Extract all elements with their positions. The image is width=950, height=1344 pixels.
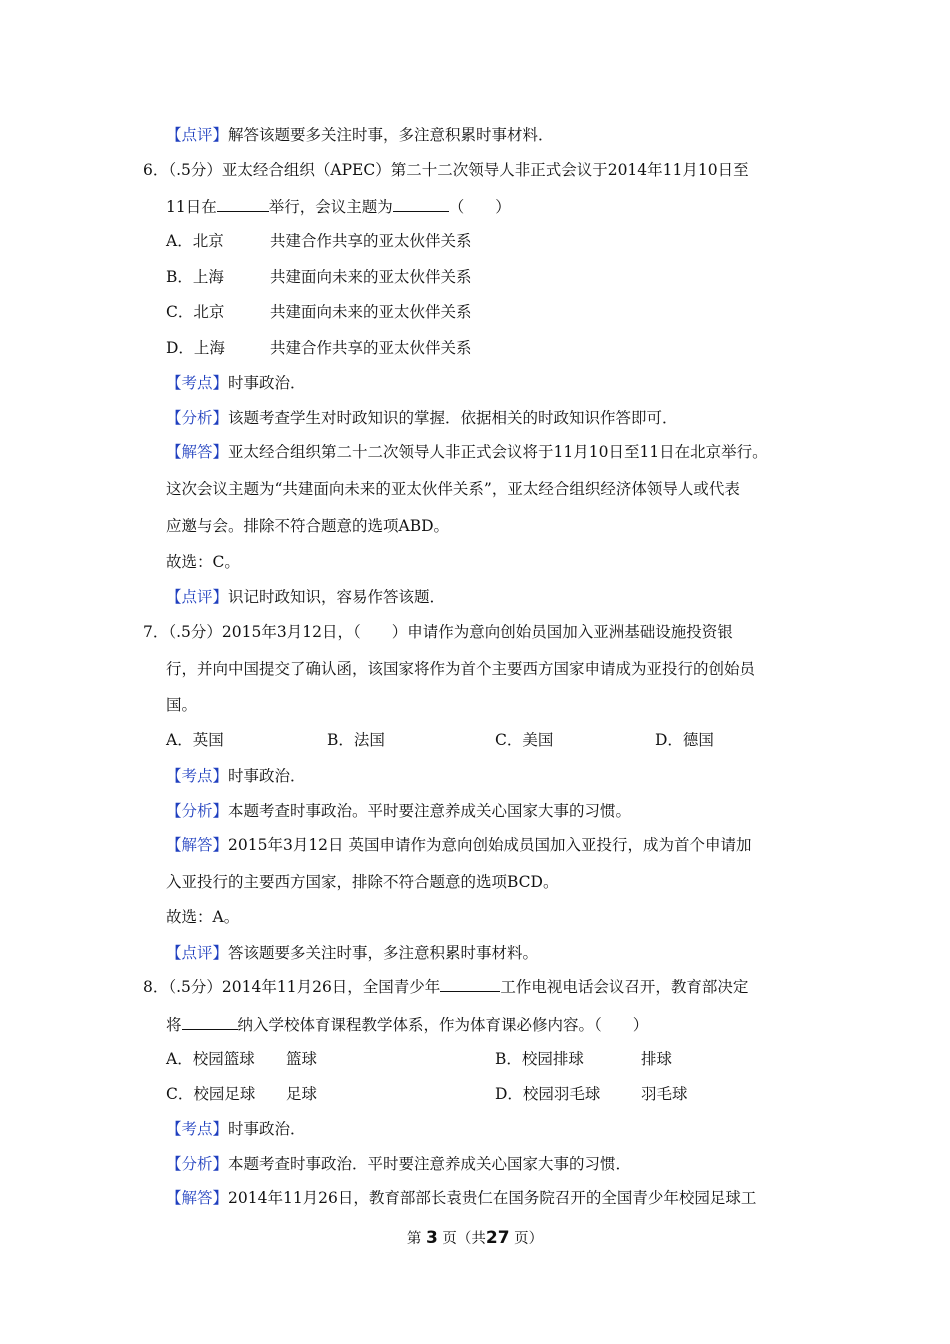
question-stem: 11日在 [166,198,217,216]
q8-stem-line2 [166,1015,648,1035]
q7-option-b: B．法国 [327,731,385,749]
footer-post: 页） [514,1231,544,1247]
q8-option-c [166,1084,317,1104]
comment-text: 解答该题要多关注时事，多注意积累时事材料． [228,126,554,144]
option-label: A．北京 [166,232,224,250]
analysis-tag: 【分析】 [166,1155,229,1173]
question-stem: 将 [166,1016,182,1034]
question-number: 6． [143,161,169,179]
page-number: 3 [425,1228,438,1248]
question-stem: 工作电视电话会议召开，教育部决定 [500,978,749,996]
q8-option-a [166,1049,317,1069]
q6-answer-line3: 应邀与会。排除不符合题意的选项ABD。 [166,517,450,535]
q6-option-d [166,338,472,358]
answer-tag: 【解答】 [166,836,229,854]
question-number: 8． [143,978,169,996]
analysis-tag: 【分析】 [166,802,229,820]
q8-option-b [495,1049,672,1069]
q7-comment [166,943,538,963]
q6-choice: 故选：C。 [166,553,240,571]
analysis-tag: 【分析】 [166,409,229,427]
comment-text: 识记时政知识，容易作答该题． [228,588,446,606]
question-stem: 纳入学校体育课程教学体系，作为体育课必修内容。（ ） [237,1016,649,1034]
answer-blank [217,197,269,212]
q6-option-c [166,302,472,322]
answer-blank [393,197,449,212]
option-label: A．校园篮球 [166,1050,255,1068]
question-stem: （ ） [448,198,511,216]
answer-blank [182,1015,238,1030]
point-text: 时事政治． [228,374,306,392]
option-label: B．上海 [166,268,224,286]
q6-comment [166,587,445,607]
option-label: C．校园足球 [166,1085,256,1103]
q8-stem-line1 [143,977,748,997]
comment-tag: 【点评】 [166,588,229,606]
point-tag: 【考点】 [166,1120,229,1138]
point-tag: 【考点】 [166,767,229,785]
q6-option-b [166,267,472,287]
page-footer [0,1227,950,1248]
q7-option-d: D．德国 [655,731,714,749]
comment-tag: 【点评】 [166,126,229,144]
q6-stem-line1 [143,160,749,180]
footer-mid: 页（共 [442,1231,486,1247]
question-stem: （.5分）2014年11月26日，全国青少年 [168,978,441,996]
option-label: C．北京 [166,303,225,321]
point-tag: 【考点】 [166,374,229,392]
answer-text: 亚太经合组织第二十二次领导人非正式会议将于11月10日至11日在北京举行。 [228,443,768,461]
question-number: 7． [143,623,169,641]
q7-answer-line1 [166,835,751,855]
question-stem: （.5分）亚太经合组织（APEC）第二十二次领导人非正式会议于2014年11月10日至 [168,161,749,179]
q8-option-d [495,1084,688,1104]
q7-stem-line2: 行，并向中国提交了确认函，该国家将作为首个主要西方国家申请成为亚投行的创始员 [166,660,756,678]
analysis-text: 该题考查学生对时政知识的掌握．依据相关的时政知识作答即可． [228,409,678,427]
q7-point [166,766,306,786]
q6-point [166,373,306,393]
q8-point [166,1119,306,1139]
comment-tag: 【点评】 [166,944,229,962]
option-text: 共建合作共享的亚太伙伴关系 [270,339,472,357]
point-text: 时事政治． [228,1120,306,1138]
question-stem: 举行，会议主题为 [268,198,393,216]
q7-analysis [166,801,631,821]
analysis-text: 本题考查时事政治。平时要注意养成关心国家大事的习惯。 [228,802,632,820]
option-text: 羽毛球 [641,1085,688,1103]
q7-choice: 故选：A。 [166,908,240,926]
analysis-text: 本题考查时事政治．平时要注意养成关心国家大事的习惯． [228,1155,632,1173]
q8-analysis [166,1154,631,1174]
question-stem: （.5分）2015年3月12日，（ ）申请作为意向创始员国加入亚洲基础设施投资银 [168,623,733,641]
option-text: 排球 [641,1050,673,1068]
q7-answer-line2: 入亚投行的主要西方国家，排除不符合题意的选项BCD。 [166,873,559,891]
q7-option-c: C．美国 [495,731,554,749]
option-text: 足球 [286,1085,318,1103]
q6-analysis [166,408,678,428]
answer-text: 2015年3月12日 英国申请作为意向创始成员国加入亚投行，成为首个申请加 [228,836,752,854]
option-label: D．上海 [166,339,225,357]
point-text: 时事政治． [228,767,306,785]
total-pages: 27 [485,1228,510,1248]
answer-text: 2014年11月26日，教育部部长袁贵仁在国务院召开的全国青少年校园足球工 [228,1189,757,1207]
q8-answer-line1 [166,1188,756,1208]
comment-text: 答该题要多关注时事，多注意积累时事材料。 [228,944,539,962]
q5-comment [166,125,554,145]
q6-answer-line2: 这次会议主题为“共建面向未来的亚太伙伴关系”，亚太经合组织经济体领导人或代表 [166,480,740,498]
option-text: 篮球 [286,1050,318,1068]
option-text: 共建合作共享的亚太伙伴关系 [270,232,472,250]
answer-tag: 【解答】 [166,443,229,461]
q6-answer-line1 [166,442,768,462]
option-label: B．校园排球 [495,1050,584,1068]
option-text: 共建面向未来的亚太伙伴关系 [270,303,472,321]
answer-tag: 【解答】 [166,1189,229,1207]
q7-stem-line1 [143,622,733,642]
q7-stem-line3: 国。 [166,696,198,714]
q6-stem-line2 [166,197,511,217]
footer-pre: 第 [406,1231,422,1247]
q7-option-a: A．英国 [166,731,224,749]
q6-option-a [166,231,472,251]
answer-blank [440,977,500,992]
option-text: 共建面向未来的亚太伙伴关系 [270,268,472,286]
option-label: D．校园羽毛球 [495,1085,601,1103]
